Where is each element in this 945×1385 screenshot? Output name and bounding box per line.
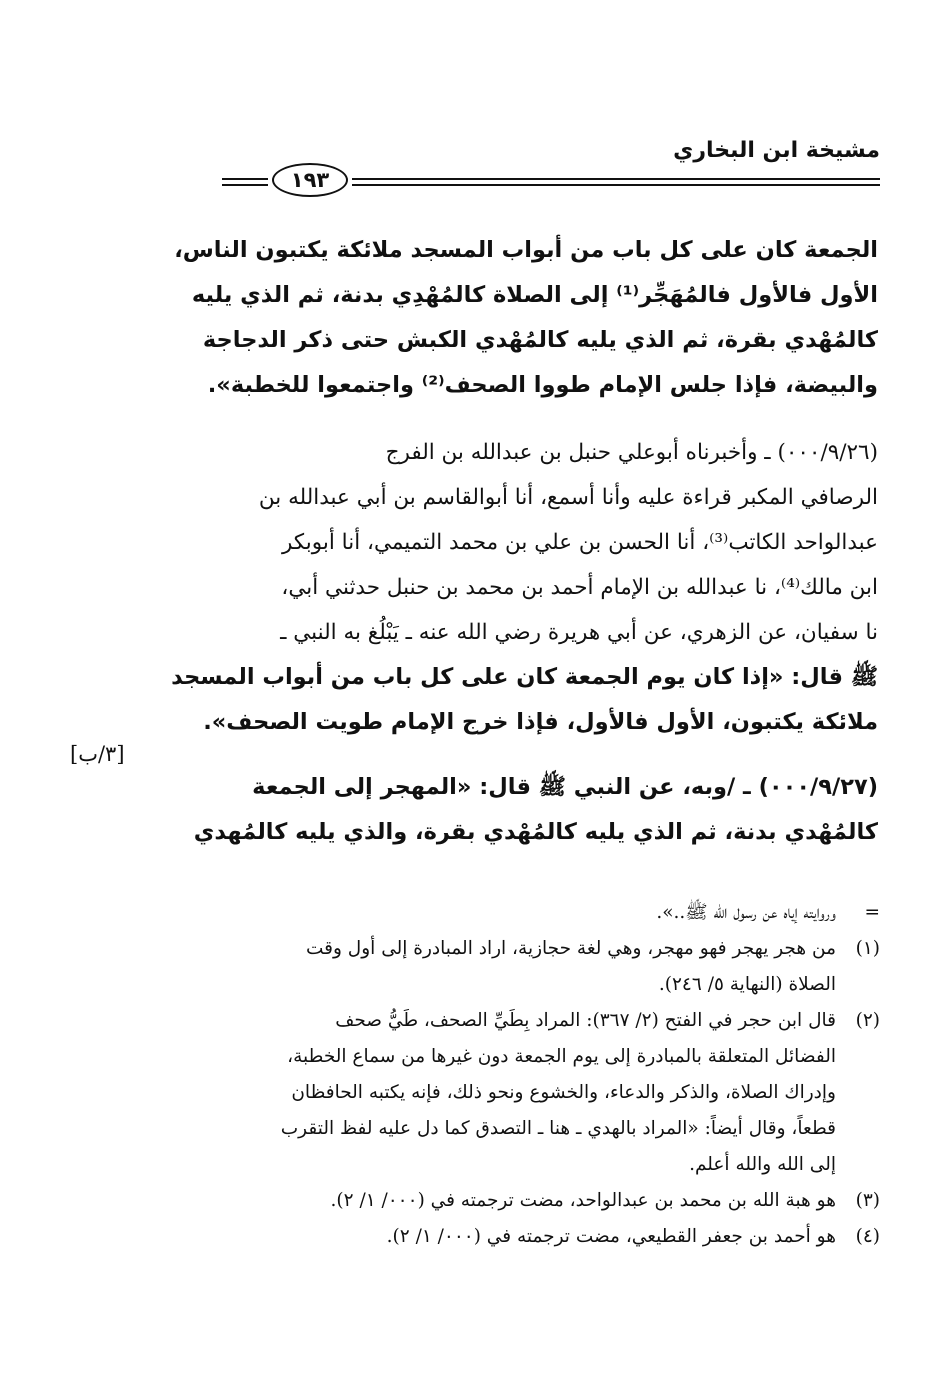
text-line: الرصافي المكبر قراءة عليه وأنا أسمع، أنا أبوالقاسم بن أبي عبدالله بن (258, 485, 878, 510)
paragraph-3 (158, 765, 878, 855)
footnote-line: الفضائل المتعلقة بالمبادرة إلى يوم الجمعة دون غيرها من سماع الخطبة، (287, 1046, 836, 1067)
footnote-mark: = (864, 902, 880, 923)
footnote-mark: (٢) (855, 1010, 880, 1031)
footnote-line: وروايته إياه عن رسول الله ﷺ..». (656, 902, 836, 923)
footnote-line: قطعاً، وقال أيضاً: «المراد بالهدي ـ هنا ـ التصدق كما دل عليه لفظ التقرب (280, 1118, 836, 1139)
footnote-4 (158, 1219, 880, 1255)
text-line: ﷺ قال: «إذا كان يوم الجمعة كان على كل باب من أبواب المسجد (171, 664, 878, 690)
footnote-2 (158, 1003, 880, 1183)
text-line: الأول فالأول فالمُهَجِّر⁽¹⁾ إلى الصلاة كالمُهْدِي بدنة، ثم الذي يليه (191, 282, 878, 308)
footnote-1 (158, 931, 880, 1003)
text-line: عبدالواحد الكاتب⁽³⁾، أنا الحسن بن علي بن محمد التميمي، أنا أبوبكر (282, 530, 878, 555)
footnotes (158, 895, 880, 1255)
footnote-mark: (٤) (855, 1226, 880, 1247)
page-number-frame (268, 162, 352, 200)
footnote-line: قال ابن حجر في الفتح (٢/ ٣٦٧): المراد بِطَيِّ الصحف، طَيُّ صحف (335, 1010, 836, 1031)
text-line: كالمُهْدي بقرة، ثم الذي يليه كالمُهْدي الكبش حتى ذكر الدجاجة (202, 327, 878, 353)
text-line: ملائكة يكتبون، الأول فالأول، فإذا خرج الإمام طويت الصحف». (203, 709, 878, 735)
footnote-line: إلى الله والله أعلم. (689, 1154, 836, 1175)
text-line: الجمعة كان على كل باب من أبواب المسجد ملائكة يكتبون الناس، (174, 237, 878, 263)
page-header (150, 138, 880, 198)
footnote-line: هو أحمد بن جعفر القطيعي، مضت ترجمته في (٠٠٠/ ١/ ٢). (386, 1226, 836, 1247)
footnote-mark: (١) (855, 938, 880, 959)
text-line: (٠٠٠/٩/٢٧) ـ /وبه، عن النبي ﷺ قال: «المهجر إلى الجمعة (252, 774, 878, 800)
footnote-3 (158, 1183, 880, 1219)
text-line: (٠٠٠/٩/٢٦) ـ وأخبرناه أبوعلي حنبل بن عبدالله بن الفرج (385, 440, 878, 465)
footnote-line: الصلاة (النهاية ٥/ ٢٤٦). (658, 974, 836, 995)
footnote-continuation (158, 895, 880, 931)
footnote-line: وإدراك الصلاة، والذكر والدعاء، والخشوع ونحو ذلك، فإنه يكتبه الحافظان (291, 1082, 836, 1103)
footnote-line: من هجر يهجر فهو مهجر، وهي لغة حجازية، اراد المبادرة إلى أول وقت (305, 938, 836, 959)
paragraph-1 (158, 228, 878, 408)
text-line: كالمُهْدي بدنة، ثم الذي يليه كالمُهْدي بقرة، والذي يليه كالمُهدي (193, 819, 878, 845)
footnote-mark: (٣) (855, 1190, 880, 1211)
text-line: والبيضة، فإذا جلس الإمام طووا الصحف⁽²⁾ واجتمعوا للخطبة». (207, 372, 878, 398)
text-line: نا سفيان، عن الزهري، عن أبي هريرة رضي الله عنه ـ يَبْلُغ به النبي ـ (280, 620, 878, 645)
running-title: مشيخة ابن البخاري (673, 138, 880, 163)
page-number: ١٩٣ (272, 163, 348, 197)
paragraph-2 (158, 430, 878, 745)
margin-folio-reference: [٣/ب] (70, 742, 125, 766)
text-line: ابن مالك⁽⁴⁾، نا عبدالله بن الإمام أحمد بن محمد بن حنبل حدثني أبي، (281, 575, 878, 600)
footnote-line: هو هبة الله بن محمد بن عبدالواحد، مضت ترجمته في (٠٠٠/ ١/ ٢). (330, 1190, 836, 1211)
